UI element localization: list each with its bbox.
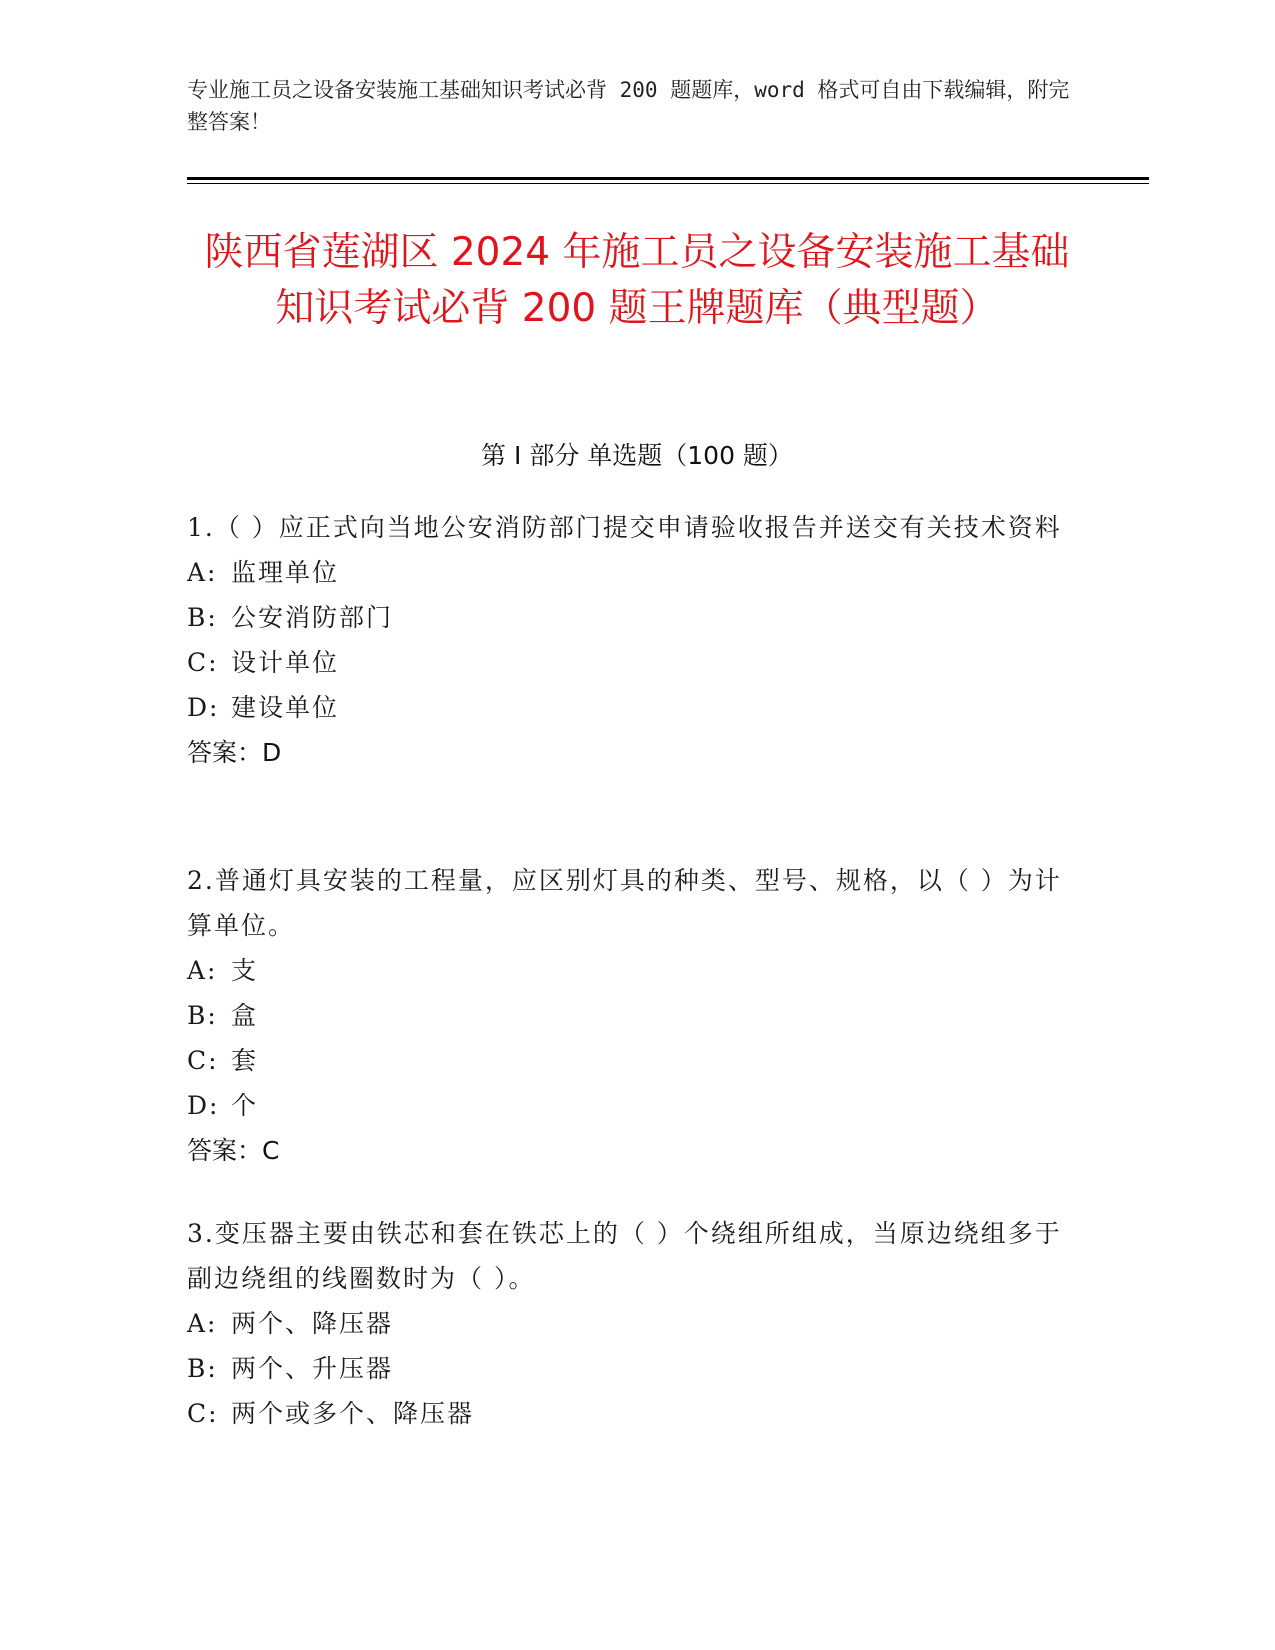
option-text: 套 [231, 1046, 259, 1075]
answer: 答案：C [187, 1136, 280, 1165]
option-text: 设计单位 [231, 648, 340, 677]
option-letter: B: [187, 603, 218, 632]
question-stem: 1.（ ）应正式向当地公安消防部门提交申请验收报告并送交有关技术资料 [187, 513, 1062, 542]
question-stem: 3.变压器主要由铁芯和套在铁芯上的（ ）个绕组所组成，当原边绕组多于副边绕组的线圈数时为（ ）。 [187, 1219, 1062, 1293]
option-c [187, 1391, 1087, 1436]
option-text: 两个、降压器 [231, 1309, 394, 1338]
option-letter: A: [187, 1309, 218, 1338]
option-a [187, 550, 1087, 595]
option-letter: A: [187, 558, 218, 587]
option-letter: C: [187, 1046, 219, 1075]
option-a [187, 1301, 1087, 1346]
option-text: 个 [231, 1091, 259, 1120]
option-text: 公安消防部门 [231, 603, 394, 632]
question-2 [187, 858, 1087, 1173]
option-text: 支 [231, 956, 259, 985]
answer: 答案：D [187, 738, 282, 767]
document-title: 陕西省莲湖区 2024 年施工员之设备安装施工基础知识考试必背 200 题王牌题库（典型题） [204, 230, 1070, 331]
option-letter: D: [187, 693, 220, 722]
option-text: 盒 [231, 1001, 259, 1030]
option-b [187, 993, 1087, 1038]
option-letter: B: [187, 1354, 218, 1383]
option-c [187, 1038, 1087, 1083]
option-text: 建设单位 [231, 693, 340, 722]
option-d [187, 1083, 1087, 1128]
header-note: 专业施工员之设备安装施工基础知识考试必背 200 题题库，word 格式可自由下载编辑，附完整答案！ [187, 78, 1070, 134]
option-letter: C: [187, 648, 219, 677]
option-letter: B: [187, 1001, 218, 1030]
question-1 [187, 505, 1087, 775]
option-text: 两个、升压器 [231, 1354, 394, 1383]
option-b [187, 595, 1087, 640]
option-letter: D: [187, 1091, 220, 1120]
option-text: 两个或多个、降压器 [231, 1399, 475, 1428]
option-letter: C: [187, 1399, 219, 1428]
header-rule-thick [187, 177, 1149, 180]
option-d [187, 685, 1087, 730]
option-letter: A: [187, 956, 218, 985]
option-a [187, 948, 1087, 993]
option-c [187, 640, 1087, 685]
question-stem: 2.普通灯具安装的工程量，应区别灯具的种类、型号、规格，以（ ）为计算单位。 [187, 866, 1062, 940]
section-title: 第 I 部分 单选题（100 题） [481, 441, 793, 470]
option-text: 监理单位 [231, 558, 340, 587]
question-3 [187, 1211, 1087, 1436]
header-rule-thin [187, 183, 1149, 184]
option-b [187, 1346, 1087, 1391]
